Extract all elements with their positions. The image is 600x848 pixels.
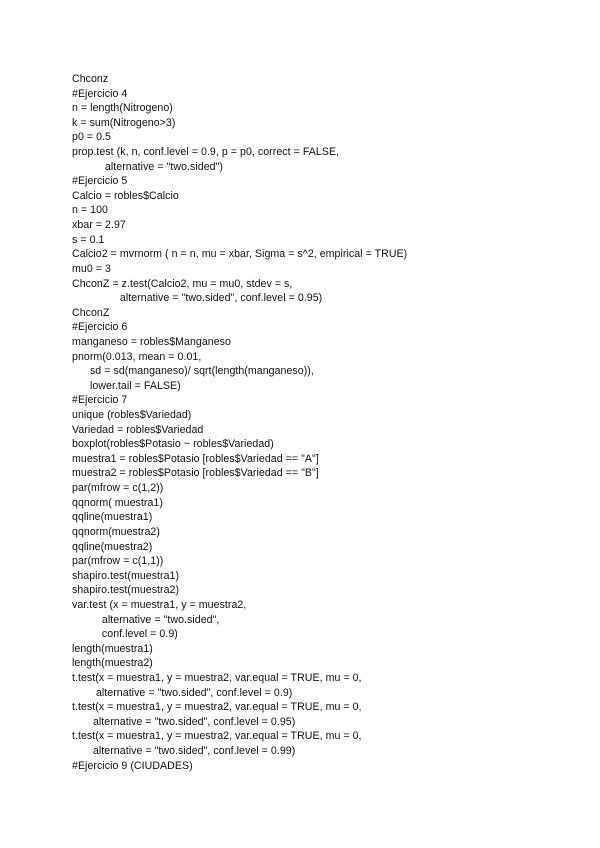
code-line: t.test(x = muestra1, y = muestra2, var.equal = TRUE, mu = 0, (72, 730, 362, 743)
code-line: shapiro.test(muestra2) (72, 584, 180, 597)
code-line: qqline(muestra2) (72, 540, 153, 553)
code-line: qqline(muestra1) (72, 511, 153, 524)
code-line: #Ejercicio 9 (CIUDADES) (72, 759, 193, 772)
code-line: alternative = "two.sided", (72, 613, 220, 626)
code-line: #Ejercicio 7 (72, 394, 128, 407)
code-line: length(muestra2) (72, 657, 153, 670)
code-line: lower.tail = FALSE) (72, 379, 181, 392)
code-line: alternative = "two.sided", conf.level = 0.95) (72, 715, 296, 728)
code-line: prop.test (k, n, conf.level = 0.9, p = p0, correct = FALSE, (72, 146, 340, 159)
code-line: k = sum(Nitrogeno>3) (72, 116, 176, 129)
code-line: manganeso = robles$Manganeso (72, 335, 231, 348)
code-line: length(muestra1) (72, 642, 153, 655)
code-line: alternative = "two.sided") (72, 160, 223, 173)
code-line: n = 100 (72, 204, 108, 217)
code-line: alternative = "two.sided", conf.level = 0.95) (72, 292, 323, 305)
code-line: #Ejercicio 4 (72, 87, 128, 100)
code-line: Calcio2 = mvrnorm ( n = n, mu = xbar, Sigma = s^2, empirical = TRUE) (72, 248, 408, 261)
code-listing (72, 72, 572, 773)
code-line: unique (robles$Variedad) (72, 409, 192, 422)
code-line: pnorm(0.013, mean = 0.01, (72, 350, 202, 363)
code-line: var.test (x = muestra1, y = muestra2, (72, 598, 247, 611)
code-line: sd = sd(manganeso)/ sqrt(length(manganeso)), (72, 365, 314, 378)
code-line: alternative = "two.sided", conf.level = 0.99) (72, 745, 296, 758)
code-line: qqnorm(muestra2) (72, 525, 160, 538)
code-line: muestra2 = robles$Potasio [robles$Variedad == "B"] (72, 467, 319, 480)
code-line: t.test(x = muestra1, y = muestra2, var.equal = TRUE, mu = 0, (72, 701, 362, 714)
code-line: t.test(x = muestra1, y = muestra2, var.equal = TRUE, mu = 0, (72, 671, 362, 684)
code-line: ChconZ = z.test(Calcio2, mu = mu0, stdev = s, (72, 277, 293, 290)
code-line: p0 = 0.5 (72, 131, 111, 144)
code-line: Variedad = robles$Variedad (72, 423, 204, 436)
code-line: Chconz (72, 73, 109, 85)
code-line: muestra1 = robles$Potasio [robles$Variedad == "A"] (72, 452, 319, 465)
code-line: boxplot(robles$Potasio ~ robles$Variedad) (72, 438, 274, 451)
code-line: s = 0.1 (72, 233, 105, 246)
code-line: conf.level = 0.9) (72, 628, 178, 641)
code-line: mu0 = 3 (72, 262, 111, 275)
code-line: alternative = "two.sided", conf.level = 0.9) (72, 686, 293, 699)
code-line: xbar = 2.97 (72, 219, 126, 232)
code-line: shapiro.test(muestra1) (72, 569, 180, 582)
code-line: #Ejercicio 5 (72, 175, 128, 188)
code-line: Calcio = robles$Calcio (72, 189, 179, 202)
code-line: n = length(Nitrogeno) (72, 102, 173, 115)
code-line: par(mfrow = c(1,2)) (72, 482, 164, 495)
code-line: #Ejercicio 6 (72, 321, 128, 334)
code-line: qqnorm( muestra1) (72, 496, 163, 509)
code-line: par(mfrow = c(1,1)) (72, 555, 164, 568)
code-line: ChconZ (72, 306, 110, 319)
